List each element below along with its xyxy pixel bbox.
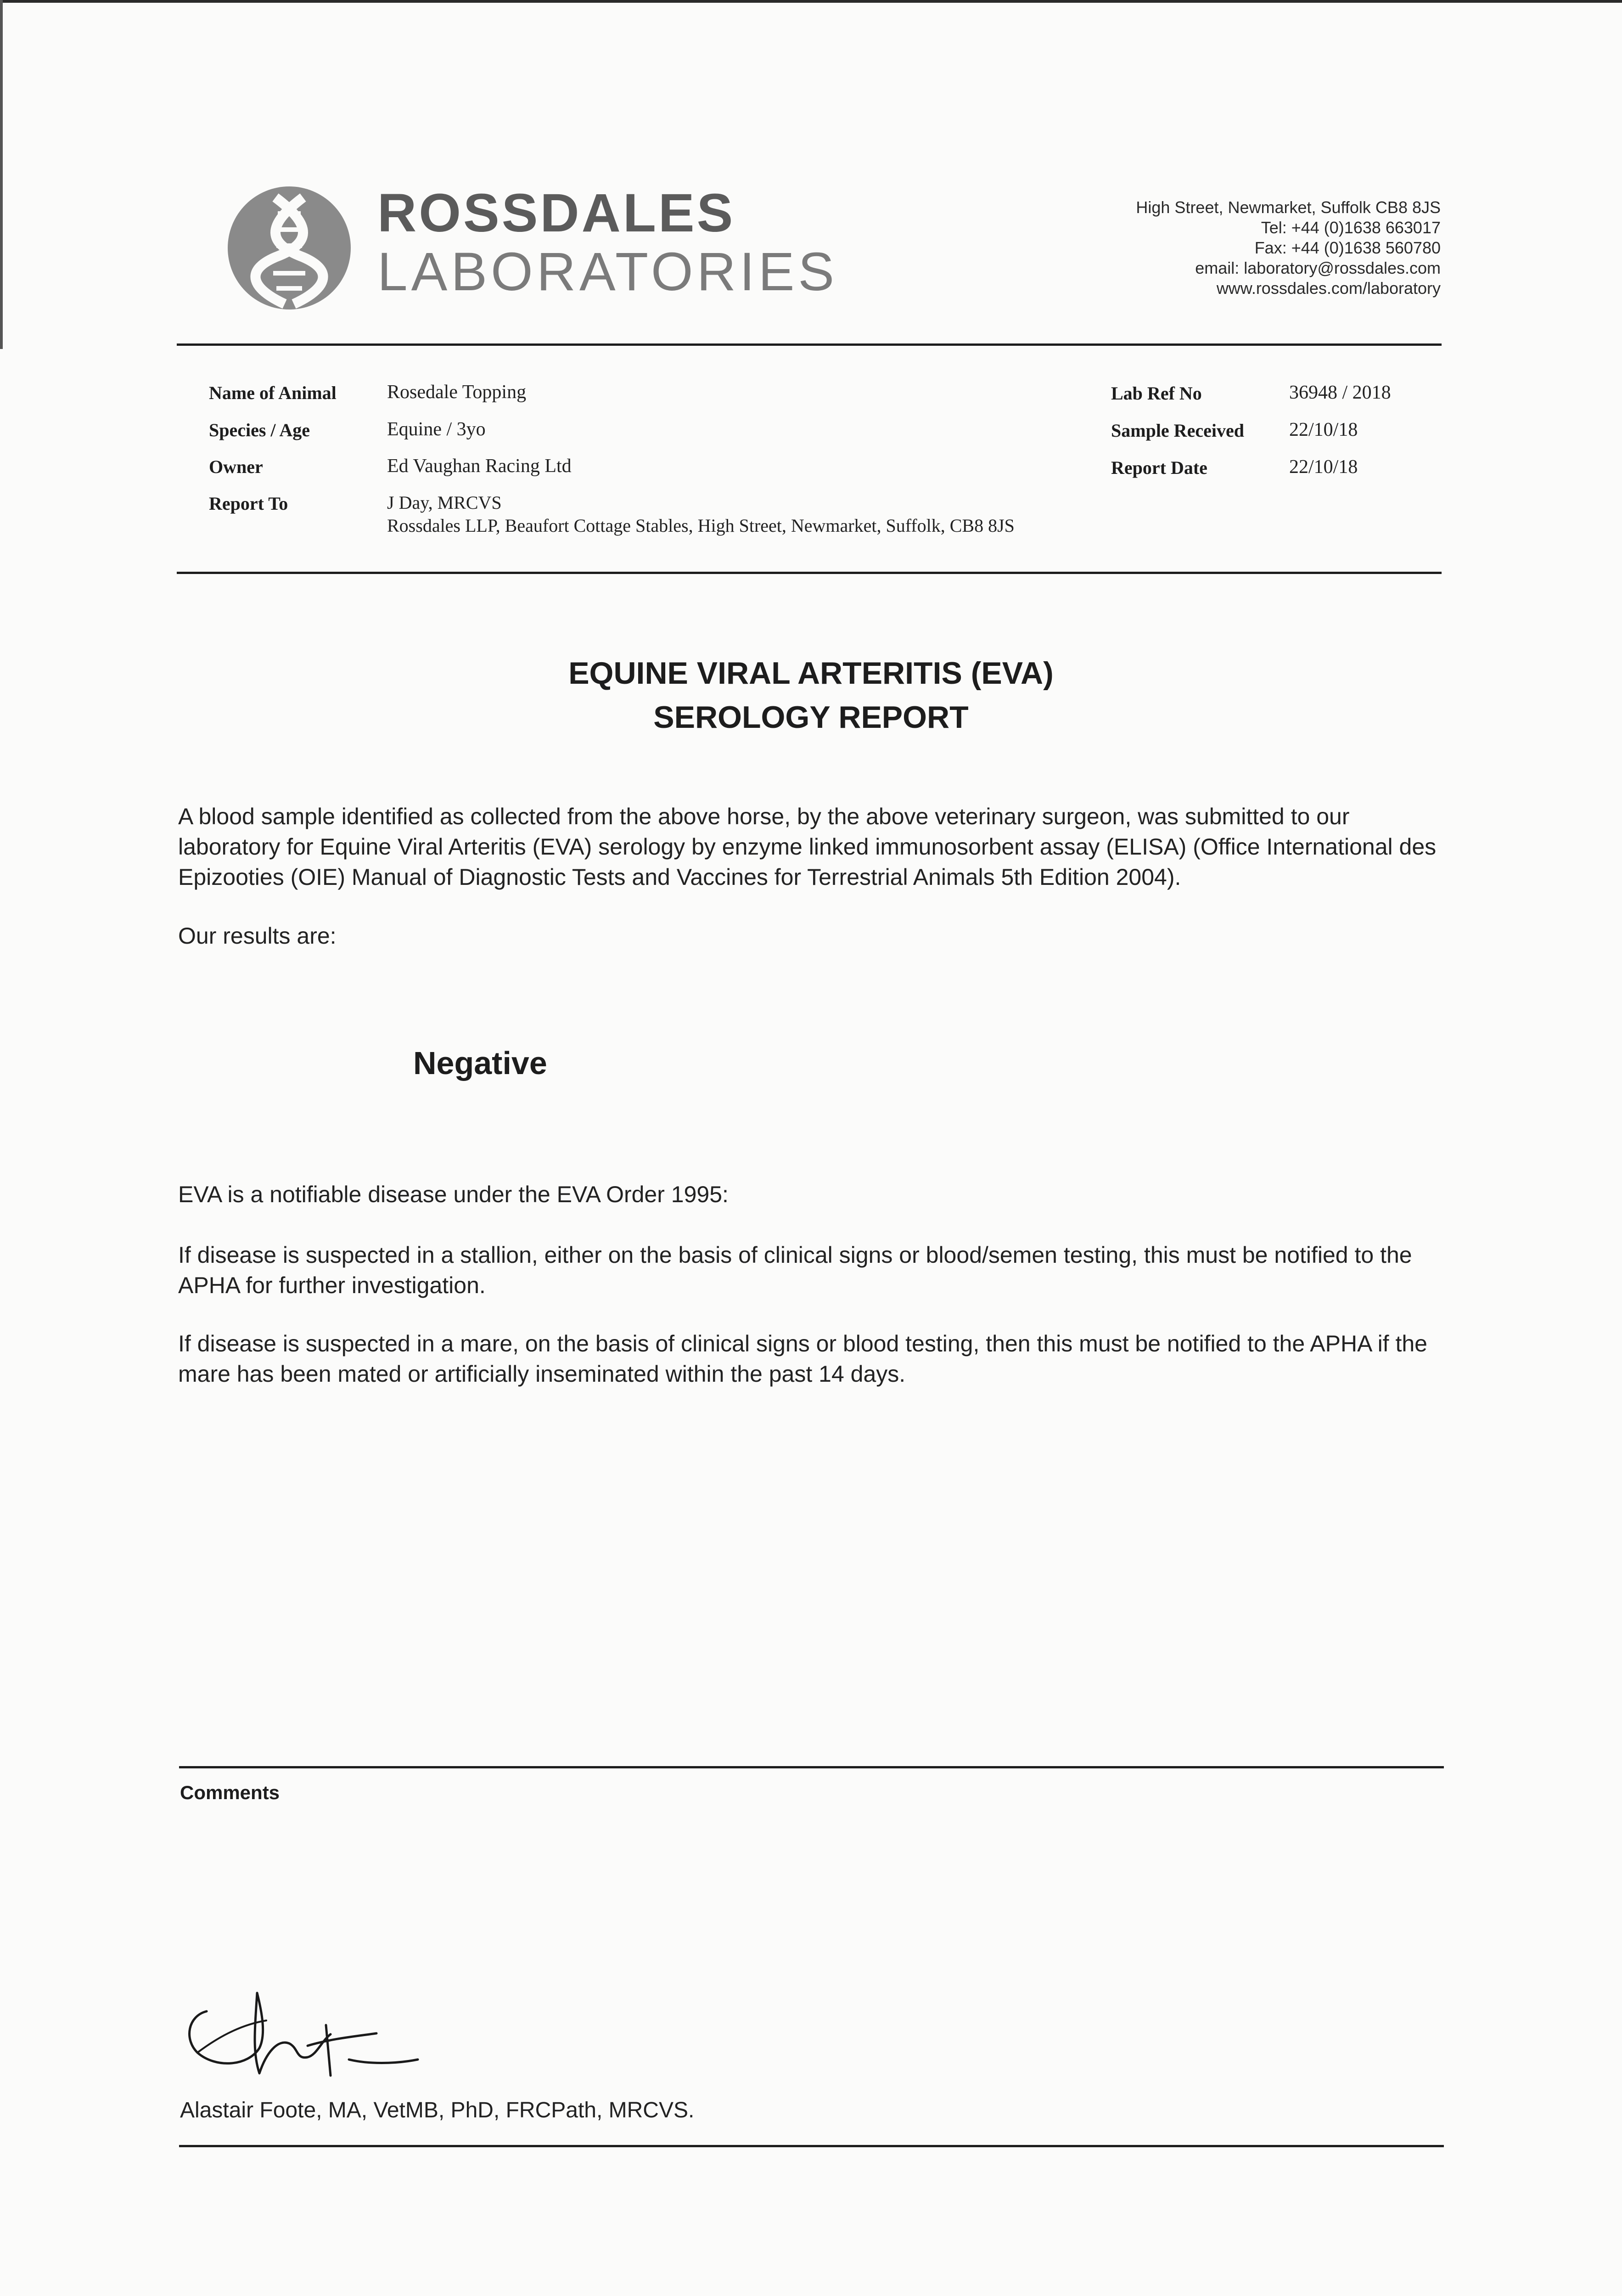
contact-website: www.rossdales.com/laboratory <box>1216 279 1441 298</box>
name-value: Rosedale Topping <box>387 382 527 403</box>
notifiable-statement: EVA is a notifiable disease under the EVA Order 1995: <box>178 1182 729 1207</box>
intro-paragraph: A blood sample identified as collected from the above horse, by the above veterinary surgeon, was submitted to our laboratory for Equine Viral Arteritis (EVA) serology by enzyme linked immunosorbent assay (ELISA) (Office International des Epizooties (OIE) Manual of Diagnostic Tests and Vaccines for Terrestrial Animals 5th Edition 2004). <box>178 804 1437 890</box>
brand-line1: ROSSDALES <box>377 183 735 243</box>
report-title <box>0 651 1622 739</box>
brand-name <box>377 183 838 302</box>
title-line2: SEROLOGY REPORT <box>653 700 969 735</box>
lab-ref-label: Lab Ref No <box>1111 383 1202 404</box>
report-date-label: Report Date <box>1111 457 1207 478</box>
lab-ref-value: 36948 / 2018 <box>1289 382 1391 403</box>
divider <box>179 2145 1444 2147</box>
scan-edge <box>0 0 1622 3</box>
report-to-value <box>387 491 1015 537</box>
contact-fax: Fax: +44 (0)1638 560780 <box>1254 238 1441 257</box>
test-result: Negative <box>413 1045 547 1081</box>
contact-block <box>1136 197 1441 298</box>
stallion-note: If disease is suspected in a stallion, either on the basis of clinical signs or blood/semen testing, this must be notified to the APHA for further investigation. <box>178 1242 1412 1298</box>
mare-note: If disease is suspected in a mare, on the basis of clinical signs or blood testing, then this must be notified to the APHA if the mare has been mated or artificially inseminated within the past 14 days. <box>178 1331 1427 1387</box>
brand-line2: LABORATORIES <box>377 242 838 302</box>
title-line1: EQUINE VIRAL ARTERITIS (EVA) <box>568 656 1054 691</box>
contact-address: High Street, Newmarket, Suffolk CB8 8JS <box>1136 198 1441 217</box>
owner-value: Ed Vaughan Racing Ltd <box>387 456 572 477</box>
scan-edge <box>0 0 3 349</box>
report-to-line1: J Day, MRCVS <box>387 492 502 513</box>
report-to-line2: Rossdales LLP, Beaufort Cottage Stables, High Street, Newmarket, Suffolk, CB8 8JS <box>387 515 1015 536</box>
signatory-name: Alastair Foote, MA, VetMB, PhD, FRCPath, MRCVS. <box>180 2098 695 2122</box>
divider <box>179 1766 1444 1768</box>
name-label: Name of Animal <box>209 383 337 403</box>
sample-received-value: 22/10/18 <box>1289 419 1358 440</box>
sample-received-label: Sample Received <box>1111 420 1244 441</box>
signature <box>179 1961 510 2080</box>
report-to-label: Report To <box>209 493 288 514</box>
results-intro: Our results are: <box>178 923 337 949</box>
dna-helix-icon <box>225 184 354 312</box>
species-value: Equine / 3yo <box>387 419 486 440</box>
owner-label: Owner <box>209 456 263 477</box>
comments-label: Comments <box>180 1782 280 1803</box>
species-label: Species / Age <box>209 420 310 440</box>
report-date-value: 22/10/18 <box>1289 456 1358 478</box>
divider <box>177 572 1442 574</box>
divider <box>177 343 1442 346</box>
contact-email: email: laboratory@rossdales.com <box>1195 259 1441 277</box>
contact-tel: Tel: +44 (0)1638 663017 <box>1261 218 1441 237</box>
